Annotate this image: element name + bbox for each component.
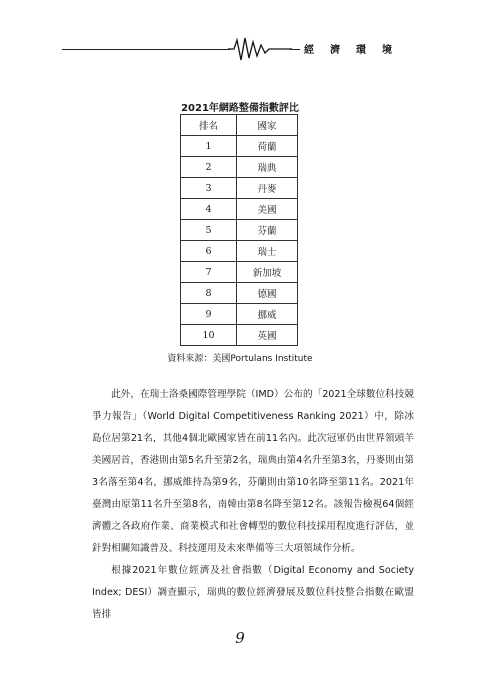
table-row [181, 136, 298, 157]
table-row [181, 325, 298, 346]
section-title: 經濟環境 [300, 41, 412, 56]
heartbeat-wave-icon [228, 36, 292, 64]
table-title: 2021年網路整備指數評比 [181, 103, 299, 114]
rank-cell: 9 [181, 304, 237, 325]
column-header-country: 國家 [237, 115, 298, 136]
table-row [181, 178, 298, 199]
page-header [0, 36, 480, 64]
ranking-table [180, 114, 298, 346]
rank-cell: 1 [181, 136, 237, 157]
header-rule-left [62, 49, 230, 50]
rank-cell: 6 [181, 241, 237, 262]
country-cell: 挪威 [237, 304, 298, 325]
table-header-row [181, 115, 298, 136]
paragraph: 此外，在瑞士洛桑國際管理學院（IMD）公布的「2021全球數位科技競爭力報告」（World Digital Competitiveness Ranking 2021）中，除冰島位居第21名，其他4個北歐國家皆在前11名內。此次冠軍仍由世界領頭羊美國居首，香港則由第5名升至第2名，瑞典由第4名升至第3名，丹麥則由第3名落至第4名，挪威維持為第9名，芬蘭則由第10名降至第11名。2021年臺灣由原第11名升至第8名，南韓由第8名降至第12名。該報告檢視64個經濟體之各政府作業、商業模式和社會轉型的數位科技採用程度進行評估，並針對相關知識普及、科技運用及未來準備等三大項領域作分析。 [92, 389, 414, 554]
table-source-note: 資料來源：美國Portulans Institute [167, 354, 313, 364]
rank-cell: 5 [181, 220, 237, 241]
page-number: 9 [235, 629, 245, 647]
table-row [181, 157, 298, 178]
rank-cell: 10 [181, 325, 237, 346]
country-cell: 美國 [237, 199, 298, 220]
table-row [181, 283, 298, 304]
country-cell: 芬蘭 [237, 220, 298, 241]
rank-cell: 4 [181, 199, 237, 220]
table-row [181, 241, 298, 262]
rank-cell: 3 [181, 178, 237, 199]
table-row [181, 262, 298, 283]
country-cell: 新加坡 [237, 262, 298, 283]
column-header-rank: 排名 [181, 115, 237, 136]
rank-cell: 2 [181, 157, 237, 178]
rank-cell: 7 [181, 262, 237, 283]
rank-cell: 8 [181, 283, 237, 304]
country-cell: 丹麥 [237, 178, 298, 199]
paragraph: 根據2021年數位經濟及社會指數（Digital Economy and Society Index; DESI）調查顯示，瑞典的數位經濟發展及數位科技整合指數在歐盟皆排 [92, 565, 414, 620]
table-row [181, 220, 298, 241]
country-cell: 德國 [237, 283, 298, 304]
table-row [181, 199, 298, 220]
body-text [92, 384, 414, 626]
country-cell: 英國 [237, 325, 298, 346]
country-cell: 瑞士 [237, 241, 298, 262]
table-row [181, 304, 298, 325]
country-cell: 荷蘭 [237, 136, 298, 157]
country-cell: 瑞典 [237, 157, 298, 178]
